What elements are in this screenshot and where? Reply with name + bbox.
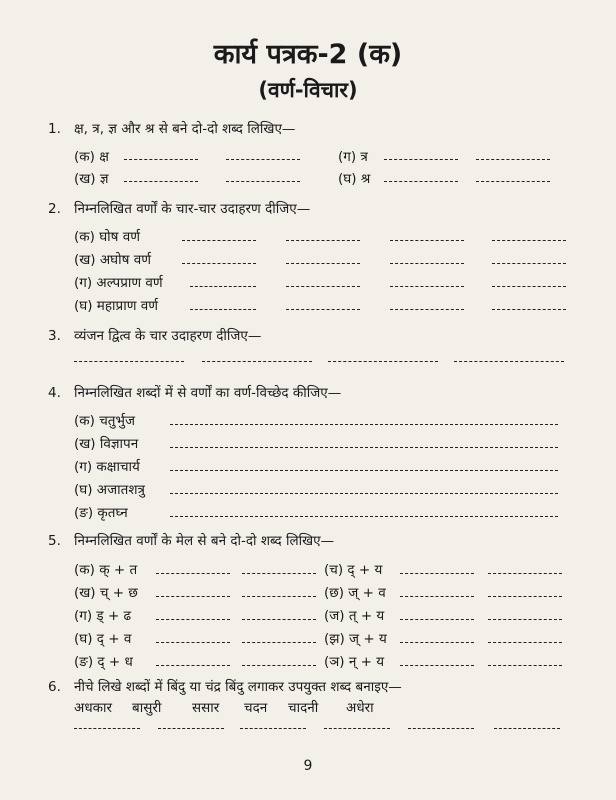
- q3-number: 3.: [48, 328, 61, 344]
- answer-line: [240, 728, 306, 729]
- q6-word-6: अधेरा: [346, 700, 374, 716]
- answer-line: [226, 159, 300, 160]
- answer-line: [190, 309, 256, 310]
- answer-line: [324, 728, 390, 729]
- q1-text: क्ष, त्र, ज्ञ और श्र से बने दो-दो शब्द लिखिए—: [74, 121, 296, 137]
- answer-line: [156, 596, 230, 597]
- answer-line: [328, 361, 438, 362]
- answer-line: [242, 619, 316, 620]
- page-number: 9: [303, 758, 313, 774]
- q6-word-1: अधकार: [74, 700, 113, 716]
- q5-right-jha: (झ) ज् + य: [324, 631, 387, 647]
- answer-line: [488, 619, 562, 620]
- answer-line: [170, 424, 558, 425]
- answer-line: [492, 286, 566, 287]
- answer-line: [408, 728, 474, 729]
- answer-line: [158, 728, 224, 729]
- answer-line: [74, 361, 184, 362]
- answer-line: [400, 665, 474, 666]
- answer-line: [242, 596, 316, 597]
- answer-line: [286, 240, 360, 241]
- q2-number: 2.: [48, 201, 61, 217]
- q2-item-ga: (ग) अल्पप्राण वर्ण: [74, 275, 163, 291]
- q4-item-ga: (ग) कक्षाचार्य: [74, 459, 140, 475]
- q1-item-kha: (ख) ज्ञ: [74, 171, 109, 187]
- answer-line: [454, 361, 564, 362]
- answer-line: [170, 447, 558, 448]
- q5-left-kha: (ख) च् + छ: [74, 585, 138, 601]
- answer-line: [488, 665, 562, 666]
- q6-word-5: चादनी: [288, 700, 319, 716]
- q5-text: निम्नलिखित वर्णों के मेल से बने दो-दो शब्द लिखिए—: [74, 533, 335, 549]
- answer-line: [492, 309, 566, 310]
- answer-line: [494, 728, 560, 729]
- answer-line: [74, 728, 140, 729]
- answer-line: [488, 573, 562, 574]
- q6-number: 6.: [48, 679, 61, 695]
- answer-line: [492, 240, 566, 241]
- q1-item-ka: (क) क्ष: [74, 149, 109, 165]
- q4-item-gha: (घ) अजातशत्रु: [74, 482, 145, 498]
- answer-line: [190, 286, 256, 287]
- answer-line: [390, 309, 464, 310]
- answer-line: [242, 573, 316, 574]
- q6-word-2: बासुरी: [132, 700, 162, 716]
- answer-line: [156, 619, 230, 620]
- q2-text: निम्नलिखित वर्णों के चार-चार उदाहरण दीजिए—: [74, 201, 311, 217]
- answer-line: [476, 159, 550, 160]
- answer-line: [400, 573, 474, 574]
- answer-line: [286, 309, 360, 310]
- q1-number: 1.: [48, 121, 61, 137]
- q6-text: नीचे लिखे शब्दों में बिंदु या चंद्र बिंदु लगाकर उपयुक्त शब्द बनाइए—: [74, 679, 402, 695]
- q4-item-ka: (क) चतुर्भुज: [74, 413, 135, 429]
- answer-line: [170, 493, 558, 494]
- answer-line: [400, 642, 474, 643]
- q2-item-kha: (ख) अघोष वर्ण: [74, 252, 152, 268]
- page-subtitle: (वर्ण-विचार): [258, 78, 358, 102]
- q5-left-nga: (ङ) द् + ध: [74, 654, 133, 670]
- q5-left-ga: (ग) ड् + ढ: [74, 608, 132, 624]
- answer-line: [488, 596, 562, 597]
- q2-item-ka: (क) घोष वर्ण: [74, 229, 141, 245]
- q3-text: व्यंजन द्वित्व के चार उदाहरण दीजिए—: [74, 328, 262, 344]
- answer-line: [390, 240, 464, 241]
- q4-item-nga: (ङ) कृतघ्न: [74, 505, 128, 521]
- q5-left-ka: (क) क् + त: [74, 562, 138, 578]
- answer-line: [156, 665, 230, 666]
- q4-text: निम्नलिखित शब्दों में से वर्णों का वर्ण-विच्छेद कीजिए—: [74, 385, 342, 401]
- answer-line: [492, 263, 566, 264]
- answer-line: [286, 286, 360, 287]
- answer-line: [182, 240, 256, 241]
- answer-line: [390, 263, 464, 264]
- q1-item-gha: (घ) श्र: [338, 171, 371, 187]
- q6-word-4: चदन: [244, 700, 268, 716]
- answer-line: [156, 642, 230, 643]
- answer-line: [384, 181, 458, 182]
- q5-number: 5.: [48, 533, 61, 549]
- q2-item-gha: (घ) महाप्राण वर्ण: [74, 298, 159, 314]
- answer-line: [202, 361, 312, 362]
- answer-line: [170, 470, 558, 471]
- q6-word-3: ससार: [192, 700, 220, 716]
- q4-number: 4.: [48, 385, 61, 401]
- answer-line: [400, 619, 474, 620]
- page-title: कार्य पत्रक-2 (क): [213, 39, 403, 70]
- q5-right-ja: (ज) त् + य: [324, 608, 385, 624]
- answer-line: [226, 181, 300, 182]
- answer-line: [182, 263, 256, 264]
- answer-line: [124, 159, 198, 160]
- answer-line: [242, 665, 316, 666]
- answer-line: [476, 181, 550, 182]
- answer-line: [384, 159, 458, 160]
- answer-line: [170, 516, 558, 517]
- answer-line: [390, 286, 464, 287]
- answer-line: [156, 573, 230, 574]
- q5-right-nya: (ञ) न् + य: [324, 654, 385, 670]
- q1-item-ga: (ग) त्र: [338, 149, 368, 165]
- q5-right-chha: (छ) ज् + व: [324, 585, 386, 601]
- q5-right-cha: (च) द् + य: [324, 562, 383, 578]
- answer-line: [400, 596, 474, 597]
- answer-line: [488, 642, 562, 643]
- answer-line: [242, 642, 316, 643]
- answer-line: [286, 263, 360, 264]
- answer-line: [124, 181, 198, 182]
- q4-item-kha: (ख) विज्ञापन: [74, 436, 139, 452]
- q5-left-gha: (घ) द् + व: [74, 631, 132, 647]
